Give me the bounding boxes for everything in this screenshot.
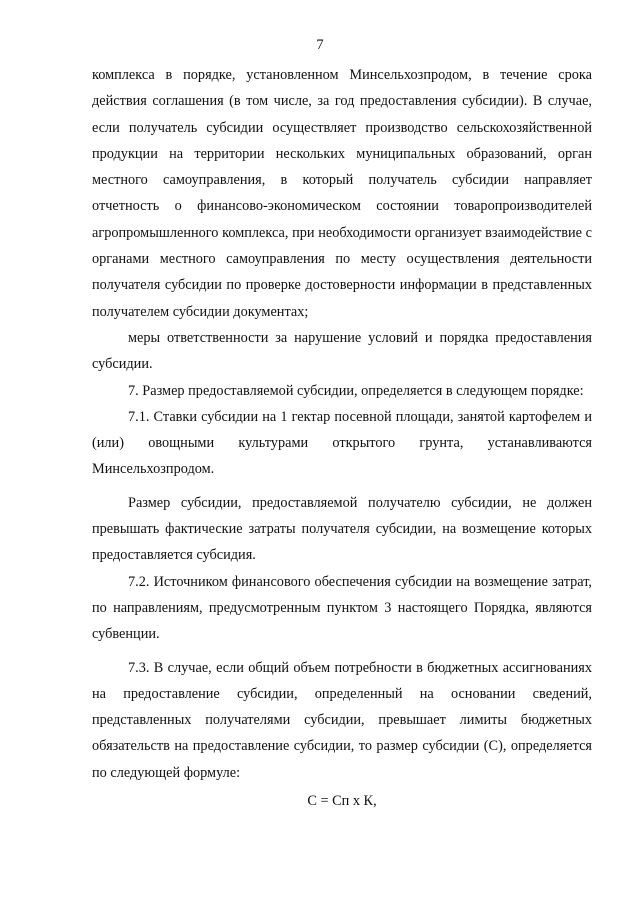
paragraph-item-7-2: 7.2. Источником финансового обеспечения субсидии на возмещение затрат, по направлениям, предусмотренным пунктом 3 настоящего Порядка, являются субвенции. [92,573,592,643]
paragraph-item-7: 7. Размер предоставляемой субсидии, определяется в следующем порядке: [128,382,584,399]
formula: С = Сп х К, [307,793,377,810]
document-body [92,62,592,814]
page-number: 7 [316,37,324,53]
paragraph-subsidy-size: Размер субсидии, предоставляемой получателю субсидии, не должен превышать фактические затраты получателя субсидии, на возмещение которых предоставляется субсидия. [92,494,592,564]
paragraph-item-7-1: 7.1. Ставки субсидии на 1 гектар посевной площади, занятой картофелем и (или) овощными культурами открытого грунта, устанавливаются Минсельхозпродом. [92,408,592,478]
paragraph-liability: меры ответственности за нарушение условий и порядка предоставления субсидии. [92,329,592,373]
paragraph-continuation: комплекса в порядке, установленном Минсельхозпродом, в течение срока действия соглашения (в том числе, за год предоставления субсидии). В случае, если получатель субсидии осуществляет производство сельскохозяйственной продукции на территории нескольких муниципальных образований, орган местного самоуправления, в который получатель субсидии направляет отчетность о финансово-экономическом состоянии товаропроизводителей агропромышленного комплекса, при необходимости организует взаимодействие с органами местного самоуправления по месту осуществления деятельности получателя субсидии по проверке достоверности информации в представленных получателем субсидии документах; [92,67,592,320]
paragraph-item-7-3: 7.3. В случае, если общий объем потребности в бюджетных ассигнованиях на предоставление субсидии, определенный на основании сведений, представленных получателями субсидии, превышает лимиты бюджетных обязательств на предоставление субсидии, то размер субсидии (С), определяется по следующей формуле: [92,659,592,781]
